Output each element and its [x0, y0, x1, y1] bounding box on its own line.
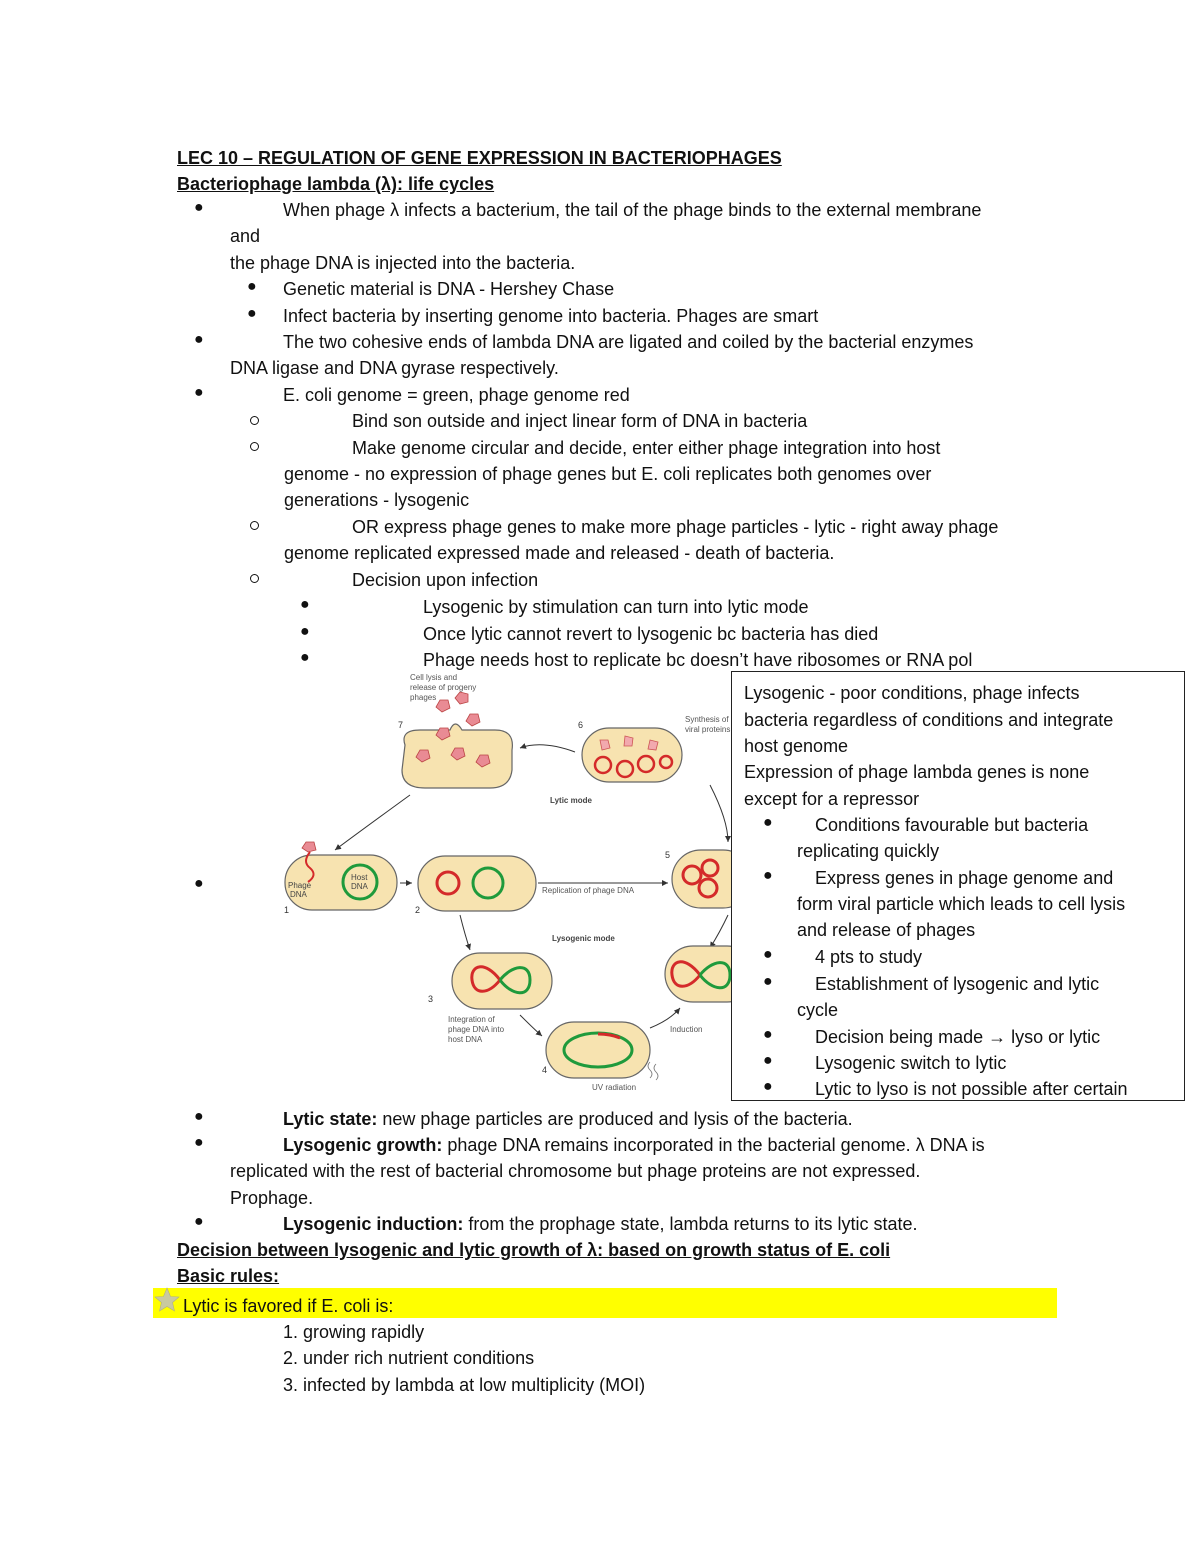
text-line: cycle: [797, 1000, 839, 1020]
step-3-label: 3: [428, 994, 434, 1004]
text-line: Expression of phage lambda genes is none: [744, 762, 1090, 782]
label-induction: Induction: [670, 1025, 703, 1034]
text-line: Decision being made → lyso or lytic: [815, 1027, 1101, 1047]
star-icon: [154, 1287, 180, 1313]
bullet-dot: ●: [247, 305, 257, 322]
bullet-dot: ●: [194, 1134, 204, 1151]
bullet-dot: ●: [763, 1026, 773, 1043]
text-line: DNA ligase and DNA gyrase respectively.: [230, 358, 559, 378]
text-line: When phage λ infects a bacterium, the tail of the phage binds to the external membrane: [283, 200, 982, 220]
bullet-dot: ●: [300, 596, 310, 613]
section-title-decision: Decision between lysogenic and lytic growth of λ: based on growth status of E. coli: [177, 1240, 891, 1260]
step-2-label: 2: [415, 905, 421, 915]
label-cell-lysis: release of progeny: [410, 683, 477, 692]
rule-1: [283, 1320, 424, 1344]
text-line: Genetic material is DNA - Hershey Chase: [283, 279, 615, 299]
bullet-circle: [250, 442, 259, 451]
text-line: Once lytic cannot revert to lysogenic bc bacteria has died: [423, 624, 879, 644]
bullet-dot: ●: [763, 867, 773, 884]
label-phage-dna: DNA: [290, 890, 307, 899]
lytic-state-line: [283, 1107, 853, 1131]
rule-text: under rich nutrient conditions: [298, 1348, 535, 1368]
step-4-label: 4: [542, 1065, 548, 1075]
text-lysogenic-induction: from the prophage state, lambda returns to its lytic state.: [463, 1214, 918, 1234]
bullet-dot: ●: [763, 1052, 773, 1069]
basic-rules-heading: Basic rules:: [177, 1266, 280, 1286]
bullet-dot: ●: [300, 623, 310, 640]
text-line: E. coli genome = green, phage genome red: [283, 385, 630, 405]
cell-step-4: [546, 1022, 650, 1078]
text-line: Bind son outside and inject linear form of DNA in bacteria: [352, 411, 808, 431]
text-line: genome replicated expressed made and released - death of bacteria.: [284, 543, 835, 563]
bullet-circle: [250, 521, 259, 530]
text-line: form viral particle which leads to cell lysis: [797, 894, 1126, 914]
term-lytic-state: Lytic state:: [283, 1109, 378, 1129]
bullet-dot: ●: [194, 199, 204, 216]
section-title-life-cycles: Bacteriophage lambda (λ): life cycles: [177, 174, 495, 194]
step-1-label: 1: [284, 905, 290, 915]
lysogenic-induction-line: [283, 1212, 918, 1236]
rule-text: infected by lambda at low multiplicity (MOI): [298, 1375, 646, 1395]
step-7-label: 7: [398, 720, 404, 730]
bullet-dot: ●: [194, 1108, 204, 1125]
bullet-dot: ●: [763, 1078, 773, 1095]
text-line: Lysogenic - poor conditions, phage infects: [744, 683, 1080, 703]
bullet-dot: ●: [763, 973, 773, 990]
bullet-dot: ●: [247, 278, 257, 295]
rule-3: [283, 1373, 645, 1397]
bullet-circle: [250, 574, 259, 583]
text-line: Lysogenic switch to lytic: [815, 1053, 1007, 1073]
step-6-label: 6: [578, 720, 584, 730]
text-line: and: [230, 226, 261, 246]
highlight-text: Lytic is favored if E. coli is:: [183, 1296, 394, 1316]
label-uv: UV radiation: [592, 1083, 637, 1092]
lysogenic-growth-line: [283, 1133, 985, 1157]
text-line: Conditions favourable but bacteria: [815, 815, 1089, 835]
step-5-label: 5: [665, 850, 671, 860]
text-line: bacteria regardless of conditions and integrate: [744, 710, 1114, 730]
label-integration: phage DNA into: [448, 1025, 505, 1034]
rule-text: growing rapidly: [298, 1322, 425, 1342]
text-line: Decision upon infection: [352, 570, 539, 590]
text-line: replicated with the rest of bacterial chromosome but phage proteins are not expressed.: [230, 1161, 921, 1181]
text-line: 4 pts to study: [815, 947, 923, 967]
text-line: host genome: [744, 736, 849, 756]
side-note-box: [731, 671, 1185, 1101]
label-integration: Integration of: [448, 1015, 495, 1024]
bullet-dot: ●: [194, 331, 204, 348]
text-line: Prophage.: [230, 1188, 314, 1208]
text-line: Lysogenic by stimulation can turn into lytic mode: [423, 597, 809, 617]
rule-number: 3.: [283, 1375, 299, 1395]
text-line: genome - no expression of phage genes but E. coli replicates both genomes over: [284, 464, 932, 484]
text-line: Phage needs host to replicate bc doesn’t have ribosomes or RNA pol: [423, 650, 973, 670]
text-line: the phage DNA is injected into the bacteria.: [230, 253, 576, 273]
bullet-dot: ●: [194, 384, 204, 401]
rule-number: 1.: [283, 1322, 299, 1342]
text-lytic-state: new phage particles are produced and lysis of the bacteria.: [377, 1109, 853, 1129]
text-line: Make genome circular and decide, enter either phage integration into host: [352, 438, 941, 458]
label-lytic-mode: Lytic mode: [550, 796, 592, 805]
label-lysogenic-mode: Lysogenic mode: [552, 934, 615, 943]
label-phage-dna: Phage: [288, 881, 312, 890]
bullet-dot: ●: [194, 1213, 204, 1230]
term-lysogenic-induction: Lysogenic induction:: [283, 1214, 464, 1234]
bullet-circle: [250, 416, 259, 425]
label-replication: Replication of phage DNA: [542, 886, 635, 895]
text-line: except for a repressor: [744, 789, 920, 809]
rule-2: [283, 1346, 534, 1370]
label-cell-lysis: Cell lysis and: [410, 673, 458, 682]
term-lysogenic-growth: Lysogenic growth:: [283, 1135, 443, 1155]
text-line: The two cohesive ends of lambda DNA are ligated and coiled by the bacterial enzymes: [283, 332, 974, 352]
bullet-dot: ●: [763, 946, 773, 963]
lambda-life-cycle-figure: [280, 670, 750, 1100]
bullet-dot: ●: [300, 649, 310, 666]
rule-number: 2.: [283, 1348, 299, 1368]
text-line: Lytic to lyso is not possible after certain: [815, 1079, 1128, 1099]
page-title: LEC 10 – REGULATION OF GENE EXPRESSION IN BACTERIOPHAGES: [177, 148, 782, 168]
label-host-dna: DNA: [351, 882, 368, 891]
text-line: and release of phages: [797, 920, 976, 940]
label-cell-lysis: phages: [410, 693, 437, 702]
text-line: Express genes in phage genome and: [815, 868, 1114, 888]
text-lysogenic-growth: phage DNA remains incorporated in the bacterial genome. λ DNA is: [442, 1135, 985, 1155]
text-line: generations - lysogenic: [284, 490, 470, 510]
label-synthesis: viral proteins: [685, 725, 731, 734]
bullet-dot: ●: [194, 875, 204, 892]
text-line: Infect bacteria by inserting genome into bacteria. Phages are smart: [283, 306, 819, 326]
text-line: Establishment of lysogenic and lytic: [815, 974, 1100, 994]
label-host-dna: Host: [351, 873, 368, 882]
label-integration: host DNA: [448, 1035, 483, 1044]
bullet-dot: ●: [763, 814, 773, 831]
text-line: replicating quickly: [797, 841, 940, 861]
label-synthesis: Synthesis of: [685, 715, 729, 724]
text-line: OR express phage genes to make more phage particles - lytic - right away phage: [352, 517, 999, 537]
